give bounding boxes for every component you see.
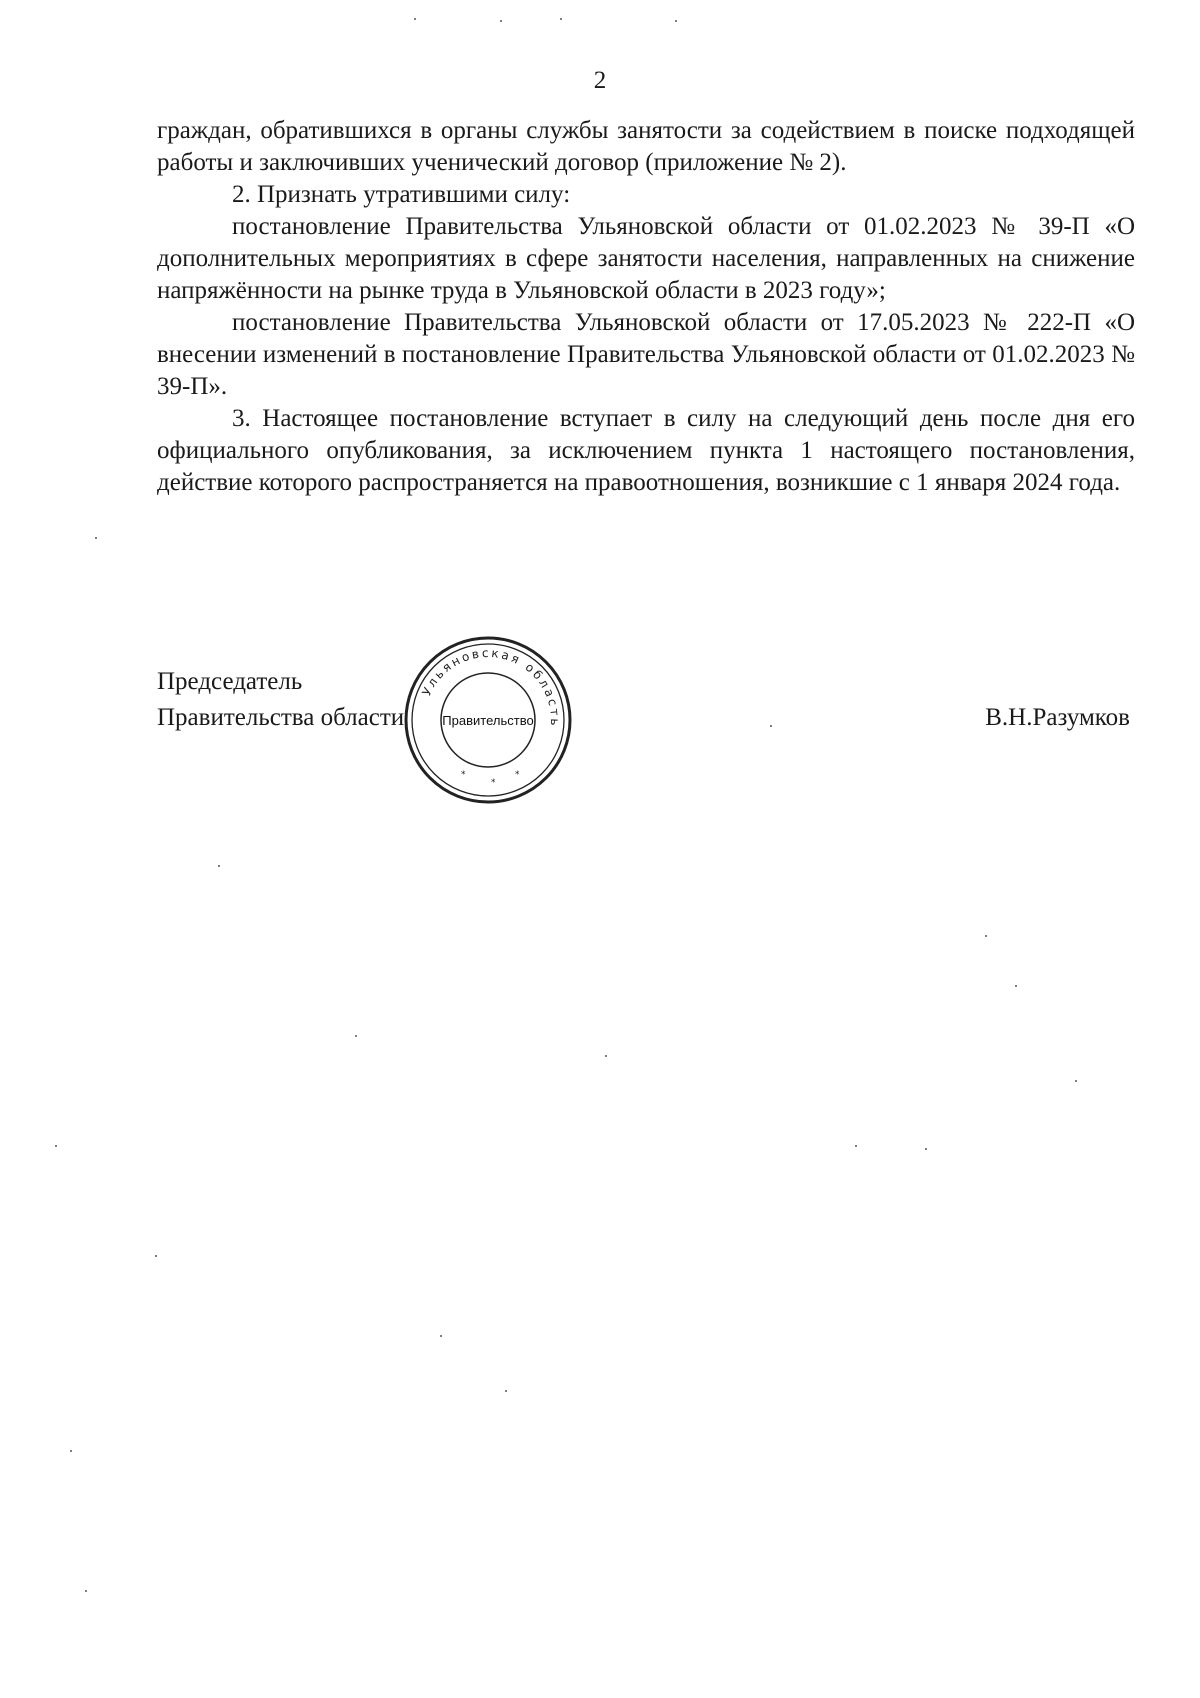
scan-speck xyxy=(85,1590,87,1592)
paragraph-item-2: 2. Признать утратившими силу: xyxy=(232,181,571,208)
scan-speck xyxy=(218,865,220,867)
scan-speck xyxy=(1075,1080,1077,1082)
svg-text:Правительство: Правительство xyxy=(442,713,534,728)
scan-speck xyxy=(560,18,562,20)
signatory-title-line2: Правительства области xyxy=(157,704,405,731)
scan-speck xyxy=(70,1450,72,1452)
scan-speck xyxy=(155,1255,157,1257)
scan-speck xyxy=(855,1145,857,1147)
scan-speck xyxy=(675,20,677,22)
paragraph-repealed-act-2: постановление Правительства Ульяновской области от 17.05.2023 № 222-П «О внесении изменений в постановление Правительства Ульяновской области от 01.02.2023 № 39-П». xyxy=(157,309,1135,400)
signatory-name: В.Н.Разумков xyxy=(985,704,1130,731)
scan-speck xyxy=(355,1035,357,1037)
scan-speck xyxy=(985,935,987,937)
paragraph-repealed-act-1: постановление Правительства Ульяновской области от 01.02.2023 № 39-П «О дополнительных мероприятиях в сфере занятости населения, направленных на снижение напряжённости на рынке труда в Ульяновской области в 2023 году»; xyxy=(157,213,1135,304)
svg-text:*: * xyxy=(515,770,520,780)
document-body xyxy=(157,115,1135,499)
scan-speck xyxy=(505,1390,507,1392)
svg-text:*: * xyxy=(461,770,466,780)
signatory-title xyxy=(157,664,404,736)
scan-speck xyxy=(1015,985,1017,987)
paragraph-continuation: граждан, обратившихся в органы службы занятости за содействием в поиске подходящей работы и заключивших ученический договор (приложение № 2). xyxy=(157,117,1135,176)
scan-speck xyxy=(440,1335,442,1337)
page-number: 2 xyxy=(593,67,607,94)
svg-text:Ульяновская область: Ульяновская область xyxy=(419,645,563,729)
scan-speck xyxy=(500,20,502,22)
scan-speck xyxy=(770,725,772,727)
official-seal xyxy=(403,635,573,805)
scan-speck xyxy=(414,18,416,20)
paragraph-item-3: 3. Настоящее постановление вступает в силу на следующий день после дня его официального опубликования, за исключением пункта 1 настоящего постановления, действие которого распространяется на правоотношения, возникшие с 1 января 2024 года. xyxy=(157,405,1135,496)
scan-speck xyxy=(55,1145,57,1147)
scan-speck xyxy=(925,1148,927,1150)
svg-text:*: * xyxy=(491,778,496,788)
signatory-title-line1: Председатель xyxy=(157,668,303,695)
scan-speck xyxy=(95,537,97,539)
scan-speck xyxy=(605,1055,607,1057)
